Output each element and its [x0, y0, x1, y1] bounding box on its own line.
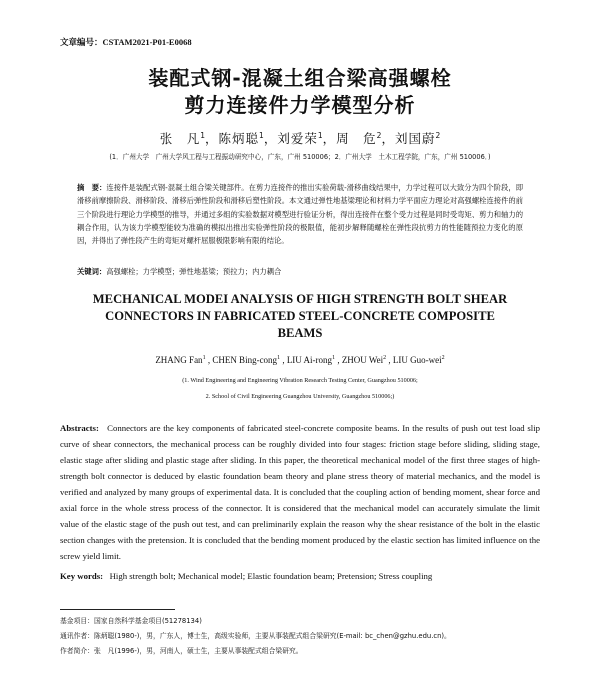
- author-sup: 1: [332, 355, 336, 361]
- keywords-label: 关键词：: [77, 267, 107, 276]
- footnote-divider: [60, 609, 175, 610]
- author-sup: 2: [441, 355, 445, 361]
- author-sup: 2: [435, 130, 441, 140]
- author-name: ZHANG Fan: [155, 355, 203, 365]
- chinese-title-line-1: 装配式钢-混凝土组合梁高强螺栓: [148, 66, 452, 90]
- english-abstract: [60, 420, 540, 564]
- abstract-label: 摘 要：: [77, 183, 107, 192]
- english-affiliation-2: 2. School of Civil Engineering Guangzhou University, Guangzhou 510006;): [205, 393, 395, 400]
- keywords-text: High strength bolt; Mechanical model; Elastic foundation beam; Pretension; Stress coupling: [109, 571, 433, 581]
- author-name: LIU Guo-wei: [392, 355, 442, 365]
- author-sup: 2: [383, 355, 387, 361]
- author-sup: 1: [277, 355, 281, 361]
- author-name: 刘爱荣: [277, 131, 318, 146]
- footnote-author-bio: 作者简介：张 凡(1996-)，男，河南人，硕士生，主要从事装配式组合梁研究。: [60, 647, 303, 655]
- author-sup: 2: [376, 130, 382, 140]
- author-name: CHEN Bing-cong: [212, 355, 278, 365]
- author-name: LIU Ai-rong: [286, 355, 333, 365]
- footnote-fund: 基金项目：国家自然科学基金项目(51278134): [60, 617, 202, 625]
- keywords-text: 高强螺栓；力学模型；弹性地基梁；预拉力；内力耦合: [106, 267, 282, 276]
- author-name: 刘国蔚: [394, 131, 436, 146]
- abstract-label: Abstracts:: [60, 423, 99, 433]
- author-name: 陈炳聪: [218, 131, 260, 146]
- english-authors: ZHANG Fan$^1$ , CHEN Bing-cong$^1$ , LIU Ai-rong$^1$ , ZHOU Wei$^2$ , LIU Guo-wei$^2$: [155, 355, 445, 365]
- author-sup: 1: [202, 355, 206, 361]
- chinese-abstract: [77, 181, 523, 247]
- english-keywords: [60, 571, 540, 581]
- chinese-authors: 张 凡$^1$，陈炳聪$^1$，刘爱荣$^1$，周 危$^2$，刘国蔚$^2$: [159, 130, 441, 146]
- abstract-text: Connectors are the key components of fabricated steel-concrete composite beams. In the results of push out test load slip curve of shear connectors, the mechanical process can be roughly divided into four stages: friction stage before sliding, sliding stage, elastic stage after sliding and plastic stage after sliding. In this paper, the theoretical mechanical model of the first three stages of high-strength bolt connector is deduced by elastic foundation beam theory and plane stress theory of material mechanics, and the model is verified and analyzed by many groups of experimental data. It is concluded that the coupling action of bending moment, shear force and axial force in the whole stress process of the connector. It is considered that the mechanical model can accurately simulate the limit value of the elastic stage of the push out test, and can preliminarily explain the reason why the shear resistance of the bolt in the elastic section changes with the pretension. It is concluded that the bending moment produced by the elastic section has limited influence on the screw yield limit.: [60, 423, 541, 561]
- english-affiliation-1: (1. Wind Engineering and Engineering Vibration Research Testing Center, Guangzhou 510006;: [182, 377, 418, 384]
- english-title-line-2: CONNECTORS IN FABRICATED STEEL-CONCRETE COMPOSITE: [105, 309, 495, 323]
- article-number: 文章编号：CSTAM2021-P01-E0068: [60, 37, 192, 47]
- abstract-text: 连接件是装配式钢-混凝土组合梁关键部件。在剪力连接件的推出实验荷载-滑移曲线结果中，力学过程可以大致分为四个阶段，即滑移前摩擦阶段、滑移阶段、滑移后弹性阶段和滑移后塑性阶段。本文通过弹性地基梁理论和材料力学平面应力理论对高强螺栓连接件的前三个阶段进行理论力学模型的推导，并通过多组的实验数据对模型进行验证分析，得出连接件在整个受力过程是同时受弯矩、剪力和轴力的耦合作用，认为该力学模型能较为准确的模拟出推出实验弹性阶段的极限值，能初步解释随螺栓在弹性段抗剪力的性能随预拉力变化的原因，并得出了弹性段产生的弯矩对螺杆屈服极限影响有限的结论。: [77, 183, 524, 246]
- author-sup: 1: [259, 130, 264, 140]
- english-title-line-1: MECHANICAL MODEI ANALYSIS OF HIGH STRENGTH BOLT SHEAR: [92, 292, 508, 306]
- author-name: 张 凡: [159, 131, 201, 146]
- author-name: 周 危: [336, 131, 377, 146]
- english-title-line-3: BEAMS: [277, 326, 323, 340]
- footnote-corresponding-author: 通讯作者：陈炳聪(1980-)，男，广东人，博士生，高级实验师，主要从事装配式组合梁研究(E-mail: bc_chen@gzhu.edu.cn)。: [60, 632, 451, 640]
- chinese-affiliation: (1．广州大学 广州大学风工程与工程振动研究中心，广东，广州 510006；2．广州大学 土木工程学院，广东，广州 510006．): [109, 153, 491, 161]
- author-sup: 1: [317, 130, 323, 140]
- chinese-title-line-2: 剪力连接件力学模型分析: [184, 93, 416, 117]
- chinese-keywords: [77, 267, 523, 277]
- author-sup: 1: [200, 130, 206, 140]
- author-name: ZHOU Wei: [341, 355, 384, 365]
- keywords-label: Key words:: [60, 571, 104, 581]
